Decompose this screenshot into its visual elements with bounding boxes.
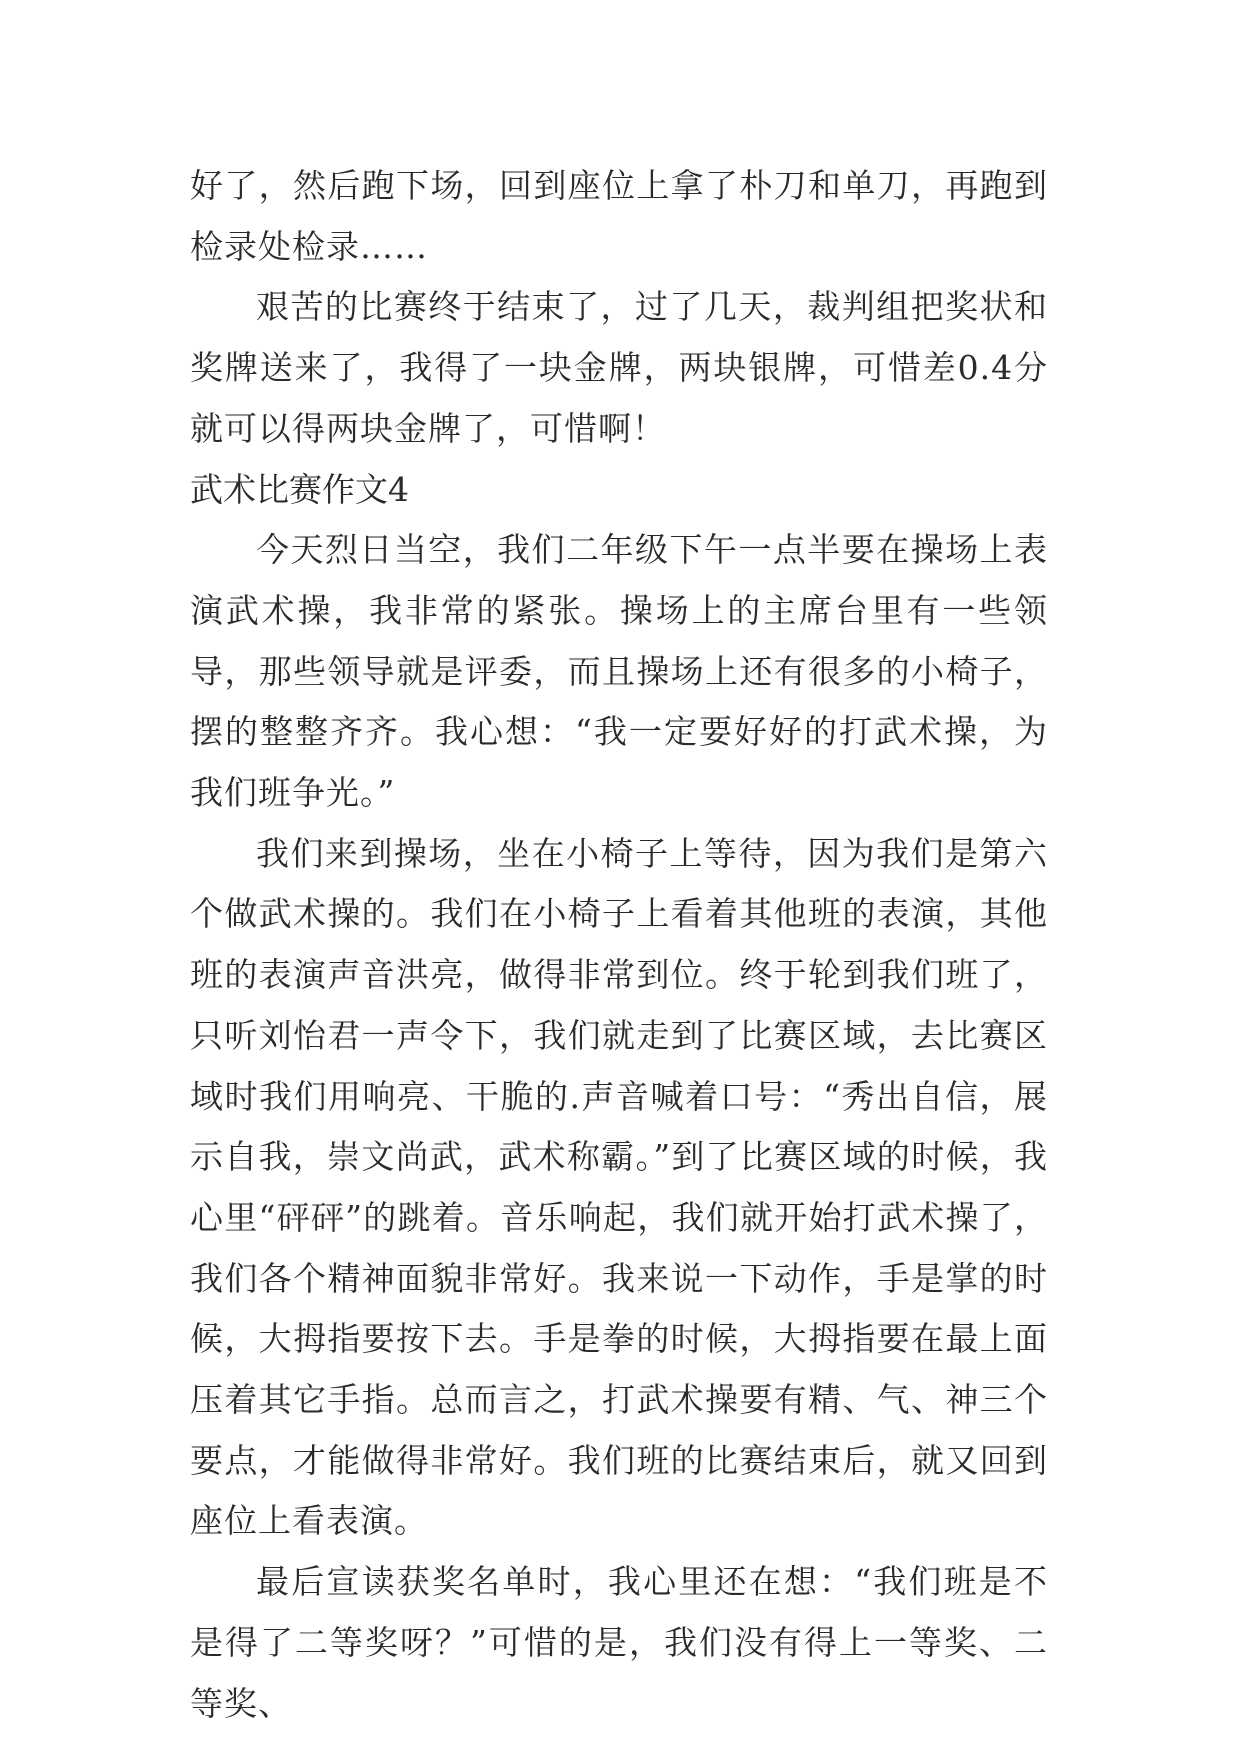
paragraph: 最后宣读获奖名单时，我心里还在想：“我们班是不是得了二等奖呀？”可惜的是，我们没有得上一等奖、二等奖、	[190, 1562, 1048, 1723]
paragraph: 我们来到操场，坐在小椅子上等待，因为我们是第六个做武术操的。我们在小椅子上看着其他班的表演，其他班的表演声音洪亮，做得非常到位。终于轮到我们班了，只听刘怡君一声令下，我们就走到了比赛区域，去比赛区域时我们用响亮、干脆的.声音喊着口号：“秀出自信，展示自我，崇文尚武，武术称霸。”到了比赛区域的时候，我心里“砰砰”的跳着。音乐响起，我们就开始打武术操了，我们各个精神面貌非常好。我来说一下动作，手是掌的时候，大拇指要按下去。手是拳的时候，大拇指要在最上面压着其它手指。总而言之，打武术操要有精、气、神三个要点，才能做得非常好。我们班的比赛结束后，就又回到座位上看表演。	[190, 833, 1048, 1541]
paragraph-continued: 好了，然后跑下场，回到座位上拿了朴刀和单刀，再跑到检录处检录……	[190, 166, 1048, 266]
document-body	[190, 156, 1048, 1734]
section-title: 武术比赛作文4	[190, 469, 409, 509]
paragraph: 今天烈日当空，我们二年级下午一点半要在操场上表演武术操，我非常的紧张。操场上的主席台里有一些领导，那些领导就是评委，而且操场上还有很多的小椅子，摆的整整齐齐。我心想：“我一定要好好的打武术操，为我们班争光。”	[190, 530, 1048, 813]
paragraph: 艰苦的比赛终于结束了，过了几天，裁判组把奖状和奖牌送来了，我得了一块金牌，两块银牌，可惜差0.4分就可以得两块金牌了，可惜啊！	[190, 287, 1048, 448]
